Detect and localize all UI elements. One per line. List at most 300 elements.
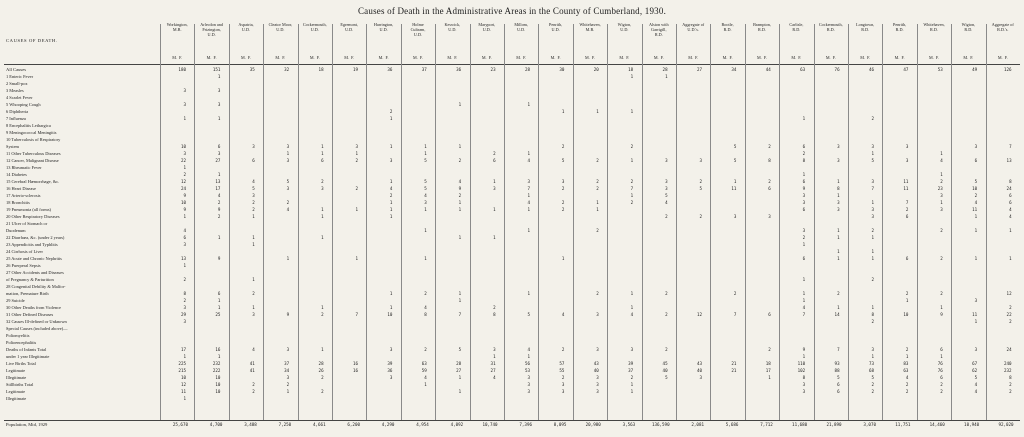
column-divider (848, 24, 849, 420)
table-cell: 1 (871, 249, 874, 254)
cause-label: 30 Other Deaths from Violence (6, 305, 62, 310)
table-cell: 4 (630, 312, 634, 317)
cause-label: 13 Rheumatic Fever (6, 165, 42, 170)
table-cell: 1 (940, 354, 943, 359)
table-cell: 3 (837, 144, 840, 149)
table-cell: 1 (321, 214, 324, 219)
table-row (0, 130, 1024, 135)
table-cell: 232 (212, 361, 221, 366)
cause-label: 20 Other Respiratory Diseases (6, 214, 60, 219)
table-cell: 2 (561, 186, 565, 191)
table-cell: 3 (974, 298, 978, 303)
table-cell: 3 (527, 382, 530, 387)
table-cell: 3 (183, 319, 186, 324)
table-cell: 1 (527, 291, 530, 296)
table-cell: 5 (527, 312, 530, 317)
cause-label: Poliomyelitis (6, 333, 30, 338)
table-cell: 32 (284, 67, 290, 72)
table-cell: 3 (355, 144, 358, 149)
table-cell: 24 (1006, 347, 1012, 352)
sex-subheader: M. F. (963, 55, 974, 60)
table-cell: 6 (837, 389, 840, 394)
cause-label: mation, Premature Birth (6, 291, 49, 296)
district-header: Cleator Moor, U.D. (268, 22, 293, 32)
table-cell: 5 (871, 375, 874, 380)
table-cell: 2 (733, 291, 737, 296)
table-cell: 28 (524, 67, 530, 72)
table-cell: 2 (768, 179, 771, 184)
table-cell: 5 (699, 186, 702, 191)
table-cell: 2 (1009, 305, 1012, 310)
table-cell: 43 (593, 361, 599, 366)
table-cell: 1 (183, 165, 186, 170)
table-cell: 27 (456, 368, 462, 373)
population-cell: 10,740 (482, 422, 498, 427)
table-cell: 6 (493, 158, 496, 163)
cause-label: 11 Other Tuberculous Diseases (6, 151, 61, 156)
table-cell: 2 (321, 312, 324, 317)
table-cell: 5 (561, 158, 565, 163)
table-row (0, 270, 1024, 275)
table-cell: 3 (699, 158, 702, 163)
table-cell: 2 (286, 200, 290, 205)
table-cell: 6 (940, 347, 943, 352)
population-cell: 25,670 (172, 422, 188, 427)
cause-label: 8 Encephalitis Lethargica (6, 123, 51, 128)
table-cell: 93 (834, 361, 840, 366)
table-cell: 1 (217, 298, 221, 303)
table-cell: 1 (252, 235, 255, 240)
table-cell: 1 (183, 263, 186, 268)
sex-subheader: M. F. (688, 55, 699, 60)
table-cell: 1 (527, 193, 530, 198)
table-cell: 6 (321, 158, 324, 163)
table-row (0, 137, 1024, 142)
table-row (0, 291, 1024, 296)
cause-label: Duodenum (6, 228, 26, 233)
table-cell: 1 (733, 179, 737, 184)
table-cell: 3 (733, 214, 737, 219)
table-cell: 3 (321, 186, 324, 191)
cause-label: Stillbirths Total (6, 382, 34, 387)
district-header: Cockermouth, R.D. (818, 22, 843, 32)
table-cell: 11 (180, 389, 186, 394)
table-cell: 18 (765, 361, 771, 366)
table-cell: 2 (630, 200, 634, 205)
table-cell: 2 (321, 179, 324, 184)
table-cell: 2 (665, 214, 668, 219)
table-cell: 9 (940, 312, 943, 317)
cause-label: 16 Heart Disease (6, 186, 36, 191)
table-cell: 2 (871, 382, 874, 387)
table-cell: 10 (972, 186, 978, 191)
table-cell: 1 (837, 228, 840, 233)
sex-subheader: M. F. (275, 55, 286, 60)
table-cell: 63 (421, 361, 427, 366)
district-header: Arlecdon and Frizington, U.D. (200, 22, 223, 37)
table-row (0, 263, 1024, 268)
table-cell: 2 (802, 151, 806, 156)
table-cell: 14 (834, 312, 840, 317)
table-cell: 5 (252, 186, 255, 191)
table-cell: 2 (493, 151, 496, 156)
table-cell: 1 (561, 109, 565, 114)
district-header: Millom, U.D. (514, 22, 528, 32)
table-cell: 1 (183, 214, 186, 219)
table-cell: 28 (456, 361, 462, 366)
column-divider (745, 24, 746, 420)
page-title: Causes of Death in the Administrative Areas in the County of Cumberland, 1930. (357, 6, 667, 16)
table-cell: 3 (217, 88, 221, 93)
table-row (0, 340, 1024, 345)
table-cell: 1 (458, 298, 462, 303)
table-cell: 1 (837, 235, 840, 240)
table-cell: 1 (871, 354, 874, 359)
column-divider (332, 24, 333, 420)
cause-label: Live Births Total (6, 361, 36, 366)
cause-label: 27 Other Accidents and Diseases (6, 270, 64, 275)
table-row (0, 165, 1024, 170)
table-cell: 5 (974, 375, 978, 380)
cause-label: 17 Arterio-sclerosis (6, 193, 41, 198)
column-divider (573, 24, 574, 420)
table-cell: 1 (802, 298, 806, 303)
table-cell: 1 (493, 207, 496, 212)
table-cell: 2 (665, 347, 668, 352)
table-cell: 6 (1009, 200, 1012, 205)
sex-subheader: M. F. (722, 55, 733, 60)
column-divider (814, 24, 815, 420)
population-cell: 3,070 (863, 422, 876, 427)
table-cell: 1 (527, 151, 530, 156)
table-cell: 13 (215, 179, 221, 184)
table-cell: 1 (389, 207, 393, 212)
table-cell: 1 (389, 305, 393, 310)
table-row (0, 88, 1024, 93)
table-row (0, 67, 1024, 72)
table-cell: 3 (389, 158, 393, 163)
table-cell: 34 (284, 368, 290, 373)
table-cell: 6 (768, 186, 771, 191)
table-cell: 23 (937, 186, 943, 191)
table-cell: 1 (286, 256, 290, 261)
table-row (0, 354, 1024, 359)
table-cell: 10 (903, 312, 909, 317)
cause-label: 6 Diphtheria (6, 109, 29, 114)
table-cell: 1 (458, 291, 462, 296)
column-divider (607, 24, 608, 420)
table-cell: 4 (183, 228, 186, 233)
table-cell: 1 (424, 151, 427, 156)
table-cell: 43 (696, 361, 702, 366)
table-cell: 1 (458, 207, 462, 212)
table-row (0, 305, 1024, 310)
table-cell: 7 (802, 312, 806, 317)
table-cell: 3 (699, 375, 702, 380)
table-cell: 3 (286, 144, 290, 149)
table-cell: 36 (456, 67, 462, 72)
table-cell: 1 (940, 305, 943, 310)
table-row (0, 81, 1024, 86)
population-cell: 11,751 (895, 422, 911, 427)
district-header: Bootle, R.D. (721, 22, 734, 32)
table-cell: 39 (387, 361, 393, 366)
table-cell: 1 (974, 214, 978, 219)
table-row (0, 298, 1024, 303)
district-header: Keswick, U.D. (444, 22, 461, 32)
table-cell: 3 (561, 382, 565, 387)
table-cell: 2 (905, 291, 909, 296)
district-header: Aggregate of R.D.'s. (991, 22, 1014, 32)
table-cell: 56 (524, 361, 530, 366)
sex-subheader: M. F. (344, 55, 355, 60)
table-row (0, 186, 1024, 191)
table-cell: 3 (871, 214, 874, 219)
table-cell: 4 (424, 375, 427, 380)
district-header: Longtown, R.D. (856, 22, 875, 32)
table-cell: 6 (802, 179, 806, 184)
table-cell: 2 (1009, 319, 1012, 324)
population-cell: 136,590 (651, 422, 670, 427)
table-cell: 1 (630, 109, 634, 114)
table-cell: 45 (662, 361, 668, 366)
table-cell: 40 (662, 368, 668, 373)
cause-label: 22 Diarrhœa, &c. (under 2 years) (6, 235, 65, 240)
table-cell: 1 (974, 319, 978, 324)
table-row (0, 284, 1024, 289)
table-cell: 8 (837, 186, 840, 191)
table-cell: 2 (424, 291, 427, 296)
table-cell: 5 (286, 179, 290, 184)
table-cell: 2 (1009, 382, 1012, 387)
table-cell: 1 (596, 207, 599, 212)
cause-column-header: CAUSES OF DEATH. (6, 38, 58, 43)
table-cell: 6 (802, 207, 806, 212)
table-cell: 1 (458, 389, 462, 394)
table-cell: 1 (252, 277, 255, 282)
cause-label: 26 Puerperal Sepsis (6, 263, 41, 268)
table-cell: 4 (974, 389, 978, 394)
table-cell: 1 (527, 102, 530, 107)
table-cell: 4 (527, 347, 530, 352)
table-cell: 10 (180, 144, 186, 149)
table-cell: 2 (458, 158, 462, 163)
table-row (0, 347, 1024, 352)
table-cell: 1 (837, 179, 840, 184)
population-cell: 20,980 (585, 422, 601, 427)
table-cell: 6 (940, 375, 943, 380)
column-divider (504, 24, 505, 420)
table-cell: 6 (905, 256, 909, 261)
table-cell: 21 (731, 368, 737, 373)
cause-label: 21 Ulcer of Stomach or (6, 221, 48, 226)
table-cell: 26 (318, 368, 324, 373)
cause-label: 18 Bronchitis (6, 200, 30, 205)
cause-label: 32 Causes Ill-defined or Unknown (6, 319, 67, 324)
table-cell: 53 (524, 368, 530, 373)
table-cell: 3 (802, 389, 806, 394)
table-row (0, 312, 1024, 317)
table-cell: 8 (871, 312, 874, 317)
cause-label: Deaths of Infants Total (6, 347, 47, 352)
table-cell: 4 (527, 158, 530, 163)
table-cell: 7 (527, 186, 530, 191)
table-cell: 3 (802, 382, 806, 387)
table-cell: 2 (1009, 389, 1012, 394)
table-cell: 31 (490, 361, 496, 366)
cause-label: Legitimate (6, 368, 26, 373)
table-cell: 1 (217, 354, 221, 359)
table-cell: 4 (458, 179, 462, 184)
cause-label: All Causes (6, 67, 27, 72)
table-cell: 110 (797, 361, 806, 366)
table-cell: 3 (183, 102, 186, 107)
table-cell: 1 (974, 256, 978, 261)
table-cell: 1 (389, 214, 393, 219)
table-cell: 25 (215, 312, 221, 317)
table-cell: 6 (252, 158, 255, 163)
district-header: Maryport, U.D. (478, 22, 496, 32)
table-cell: 10 (215, 375, 221, 380)
table-row (0, 200, 1024, 205)
column-divider (538, 24, 539, 420)
table-cell: 12 (180, 179, 186, 184)
table-cell: 2 (286, 382, 290, 387)
table-cell: 10 (180, 200, 186, 205)
table-cell: 6 (1009, 193, 1012, 198)
table-cell: 5 (733, 158, 737, 163)
table-cell: 1 (183, 354, 186, 359)
table-cell: 9 (217, 207, 221, 212)
table-cell: 1 (389, 179, 393, 184)
population-cell: 2,081 (691, 422, 704, 427)
table-cell: 6 (974, 158, 978, 163)
table-cell: 9 (458, 186, 462, 191)
population-cell: 14,460 (929, 422, 945, 427)
cause-label: 15 Cerebral Hæmorrhage, &c. (6, 179, 60, 184)
table-cell: 2 (837, 291, 840, 296)
table-cell: 2 (871, 228, 874, 233)
table-cell: 4 (424, 193, 427, 198)
table-cell: 2 (940, 291, 943, 296)
table-cell: 1 (458, 235, 462, 240)
district-header: Alston with Garrigill, R.D. (648, 22, 669, 37)
table-cell: 7 (630, 186, 634, 191)
table-cell: 1 (630, 305, 634, 310)
table-cell: 6 (768, 312, 771, 317)
table-cell: 28 (318, 361, 324, 366)
table-cell: 1 (630, 74, 634, 79)
table-cell: 1 (286, 151, 290, 156)
table-cell: 12 (696, 312, 702, 317)
table-cell: 2 (630, 179, 634, 184)
table-cell: 1 (286, 389, 290, 394)
table-cell: 5 (424, 179, 427, 184)
sex-subheader: M. F. (791, 55, 802, 60)
table-cell: 180 (178, 67, 186, 72)
table-cell: 4 (905, 375, 909, 380)
table-cell: 1 (217, 172, 221, 177)
cause-label: 14 Diabetes (6, 172, 27, 177)
table-cell: 2 (389, 193, 393, 198)
table-cell: 1 (183, 396, 186, 401)
district-header: Aspatria, U.D. (238, 22, 254, 32)
table-row (0, 396, 1024, 401)
table-cell: 3 (183, 305, 186, 310)
table-cell: 3 (802, 228, 806, 233)
table-row (0, 116, 1024, 121)
population-cell: 4,700 (209, 422, 223, 427)
sex-subheader: M. F. (653, 55, 664, 60)
table-cell: 7 (458, 312, 462, 317)
district-header: Workington, M.B. (166, 22, 188, 32)
district-header: Aggregate of U.D.'s. (682, 22, 705, 32)
cause-label: of Pregnancy & Parturition (6, 277, 54, 282)
table-cell: 1 (493, 179, 496, 184)
table-cell: 1 (424, 228, 427, 233)
table-cell: 7 (837, 347, 840, 352)
district-header: Cockermouth, U.D. (302, 22, 327, 32)
column-divider (917, 24, 918, 420)
table-cell: 6 (217, 291, 221, 296)
table-cell: 11 (903, 179, 909, 184)
cause-label: 9 Meningococcal Meningitis (6, 130, 57, 135)
table-cell: 4 (424, 305, 427, 310)
table-cell: 1 (321, 151, 324, 156)
table-cell: 1 (217, 305, 221, 310)
table-row (0, 95, 1024, 100)
table-row (0, 333, 1024, 338)
table-cell: 3 (286, 158, 290, 163)
table-cell: 2 (905, 207, 909, 212)
table-row (0, 235, 1024, 240)
cause-label: 19 Pneumonia (all forms) (6, 207, 51, 212)
cause-label: Polioencephalitis (6, 340, 37, 345)
table-row (0, 193, 1024, 198)
table-cell: 40 (696, 368, 702, 373)
footer-rule (4, 420, 1020, 421)
table-cell: 1 (424, 207, 427, 212)
table-cell: 3 (940, 207, 943, 212)
column-divider (951, 24, 952, 420)
cause-label: 31 Other Defined Diseases (6, 312, 54, 317)
table-cell: 3 (974, 144, 978, 149)
population-cell: 7,712 (760, 422, 773, 427)
table-cell: 2 (871, 277, 874, 282)
table-cell: 3 (286, 347, 290, 352)
cause-label: 10 Tuberculosis of Respiratory (6, 137, 61, 142)
district-header: Wigton, R.D. (961, 22, 976, 32)
sex-subheader: M. F. (860, 55, 871, 60)
population-cell: 7,250 (278, 422, 292, 427)
table-row (0, 228, 1024, 233)
table-cell: 49 (972, 67, 978, 72)
table-row (0, 382, 1024, 387)
table-cell: 8 (802, 375, 806, 380)
table-cell: 2 (940, 256, 943, 261)
table-cell: 3 (596, 312, 599, 317)
table-cell: 2 (183, 277, 186, 282)
table-cell: 1 (871, 235, 874, 240)
table-cell: 2 (389, 109, 393, 114)
table-cell: 3 (183, 151, 186, 156)
table-cell: 2 (252, 291, 255, 296)
table-cell: 222 (212, 368, 221, 373)
table-cell: 1 (355, 151, 358, 156)
table-cell: 1 (458, 144, 462, 149)
table-cell: 17 (765, 368, 771, 373)
population-cell: 6,200 (347, 422, 360, 427)
